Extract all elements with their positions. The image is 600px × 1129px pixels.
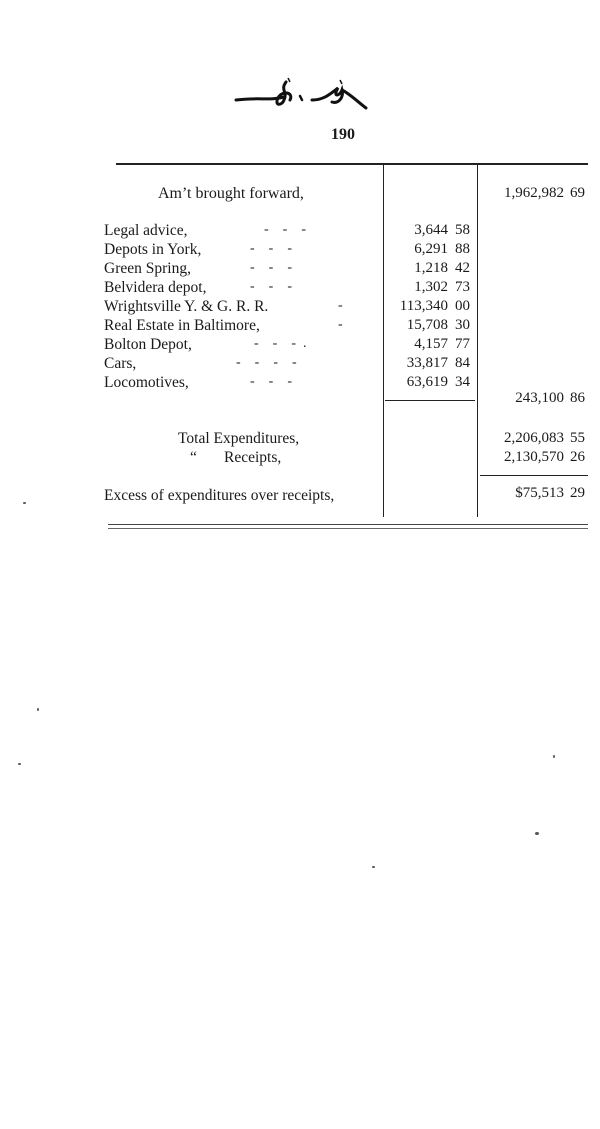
total-expenditures-cents: 55 [570, 430, 585, 446]
excess-cents: 29 [570, 485, 585, 501]
excess-label: Excess of expenditures over receipts, [104, 487, 335, 504]
leader-dots: - - - - [236, 355, 297, 370]
page-number: 190 [331, 126, 355, 143]
receipts-label: Receipts, [224, 449, 282, 466]
leader-dots: - [338, 298, 343, 313]
table-top-rule [116, 163, 588, 165]
item-label: Depots in York, [104, 241, 202, 258]
item-dollars: 113,340 [399, 298, 448, 314]
excess-dollars: $75,513 [515, 485, 564, 501]
item-label: Green Spring, [104, 260, 191, 277]
item-label: Real Estate in Baltimore, [104, 317, 260, 334]
leader-dots: - - - [250, 374, 292, 389]
subtotal-rule [385, 400, 475, 401]
item-dollars: 63,619 [406, 374, 448, 390]
leader-dots: - - - [250, 260, 292, 275]
leader-dots: - - - [250, 241, 292, 256]
receipts-ditto-mark: “ [190, 449, 197, 466]
item-cents: 84 [455, 355, 470, 371]
paper-speck [372, 866, 375, 868]
brought-forward-dollars: 1,962,982 [504, 185, 564, 201]
handwritten-signature [228, 70, 388, 118]
item-cents: 77 [455, 336, 470, 352]
item-cents: 42 [455, 260, 470, 276]
item-dollars: 1,218 [414, 260, 448, 276]
item-cents: 30 [455, 317, 470, 333]
item-dollars: 3,644 [414, 222, 448, 238]
table-bottom-rule-2 [108, 528, 588, 529]
paper-speck [37, 708, 39, 711]
item-dollars: 15,708 [406, 317, 448, 333]
item-label: Belvidera depot, [104, 279, 207, 296]
item-cents: 88 [455, 241, 470, 257]
item-label: Locomotives, [104, 374, 189, 391]
leader-dots: - - - . [254, 336, 307, 351]
table-bottom-rule [108, 524, 588, 525]
total-expenditures-dollars: 2,206,083 [504, 430, 564, 446]
receipts-dollars: 2,130,570 [504, 449, 564, 465]
excess-rule [480, 475, 588, 476]
item-dollars: 4,157 [414, 336, 448, 352]
item-dollars: 1,302 [414, 279, 448, 295]
paper-speck [23, 502, 26, 504]
leader-dots: - - - [250, 279, 292, 294]
item-label: Bolton Depot, [104, 336, 192, 353]
item-dollars: 33,817 [406, 355, 448, 371]
brought-forward-cents: 69 [570, 185, 585, 201]
item-label: Cars, [104, 355, 137, 372]
item-label: Wrightsville Y. & G. R. R. [104, 298, 269, 315]
paper-speck [535, 832, 539, 835]
paper-speck [553, 755, 555, 758]
total-expenditures-label: Total Expenditures, [178, 430, 300, 447]
item-dollars: 6,291 [414, 241, 448, 257]
item-cents: 34 [455, 374, 470, 390]
paper-speck [18, 763, 21, 765]
item-cents: 00 [455, 298, 470, 314]
items-total-cents: 86 [570, 390, 585, 406]
items-total-dollars: 243,100 [515, 390, 564, 406]
item-label: Legal advice, [104, 222, 188, 239]
item-cents: 58 [455, 222, 470, 238]
brought-forward-label: Am’t brought forward, [158, 185, 304, 202]
leader-dots: - [338, 317, 343, 332]
leader-dots: - - - [264, 222, 306, 237]
receipts-cents: 26 [570, 449, 585, 465]
item-cents: 73 [455, 279, 470, 295]
